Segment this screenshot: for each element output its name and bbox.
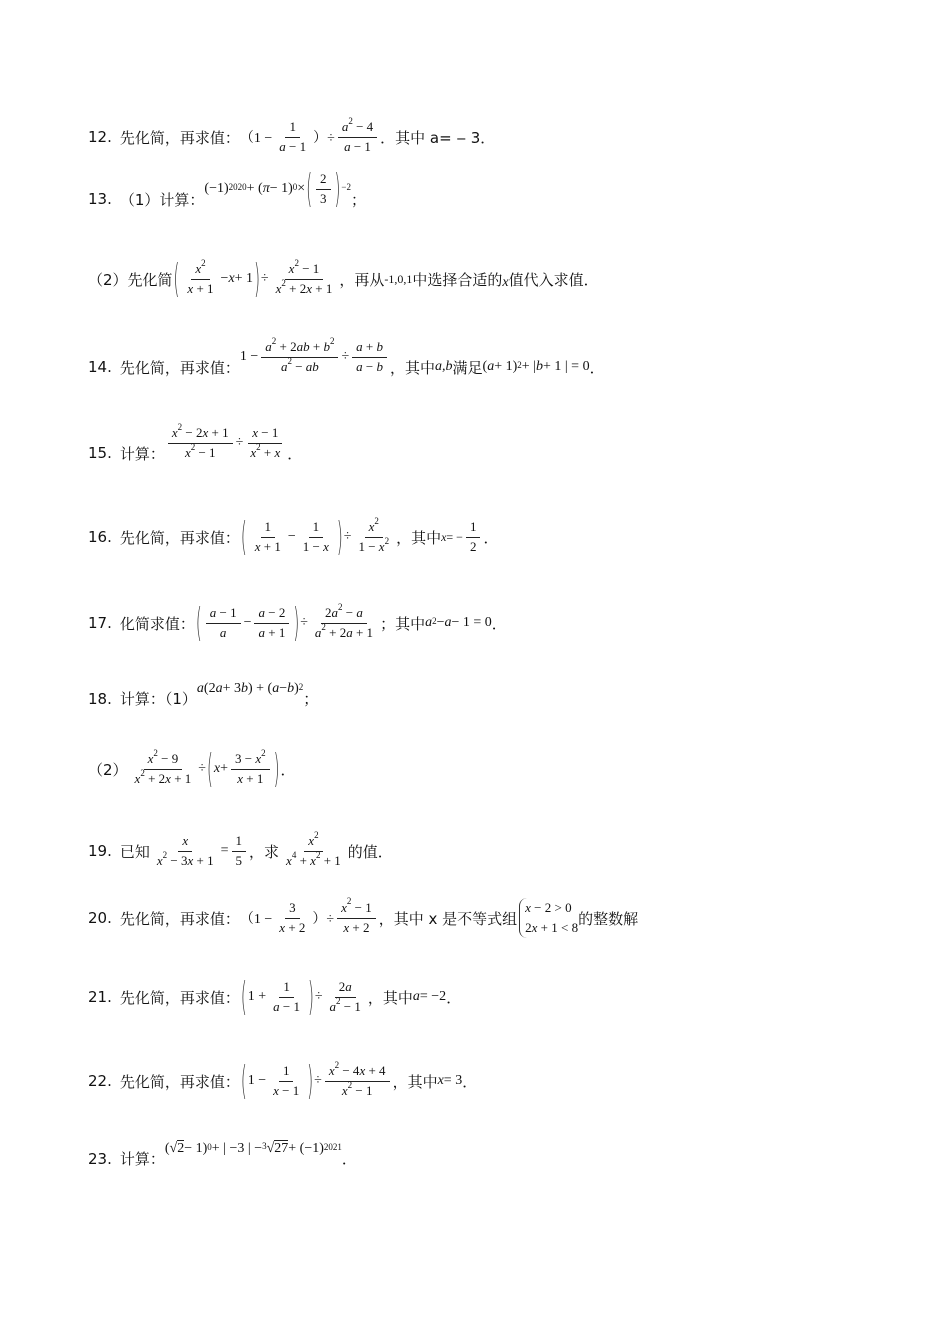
problem-number: 13. (88, 190, 112, 209)
problem-number: 23. (88, 1149, 112, 1168)
math-expression: ( 1 − $\frac{1}{x - 1}$ ) ÷ $\frac{x^2 - 4x + 4}{x^2 - 1}$ (240, 1064, 393, 1099)
problem-number: 15. (88, 444, 112, 463)
math-expression: ( $\frac{a - 1}{a}$ − $\frac{a - 2}{a + 1}$ ) ÷ $\frac{2a^2 - a}{a^2 + 2a + 1}$ (195, 600, 374, 647)
math-expression: $\frac{x^2 - 2x + 1}{x^2 - 1}$ ÷ $\frac{x - 1}{x^2 + x}$ (165, 426, 287, 461)
problem-number: 21. (88, 988, 112, 1007)
problem-number: 20. (88, 909, 112, 928)
math-expression: (√ 2 − 1) $^0$ + | −3 | − $^3$ √ 27 + (−1) $^{2021}$ (164, 1140, 342, 1156)
problem-18-part1: 18. 计算：（1） a (2 a + 3 b ) + ( a − b ) $^2$ ； (88, 680, 319, 708)
math-expression: 1 − $\frac{a^2 + 2ab + b^2}{a^2 - ab}$ ÷ $\frac{a + b}{a - b}$ (240, 340, 390, 375)
math-expression: （1 − $\frac{1}{a - 1}$ ）÷ $\frac{a^2 - 4}{a - 1}$ (240, 120, 380, 155)
problem-number: 16. (88, 528, 112, 547)
math-expression: $\frac{x}{x^2 - 3x + 1}$ = $\frac{1}{5}$ (150, 834, 249, 869)
problem-12: 12. 先化简，再求值： （1 − $\frac{1}{a - 1}$ ）÷ $\frac{a^2 - 4}{a - 1}$ ．其中 a= ‒ 3． (88, 115, 496, 154)
inequality-system: x − 2 > 0 2x + 1 < 8 (517, 898, 578, 938)
problem-number: 18. (88, 689, 112, 708)
problem-number: 22. (88, 1072, 112, 1091)
problem-number: 19. (88, 842, 112, 861)
problem-number: 12. (88, 128, 112, 147)
math-expression: ( $\frac{x^2}{x + 1}$ − x + 1 ) ÷ $\frac{x^2 - 1}{x^2 + 2x + 1}$ (173, 256, 333, 303)
problem-15: 15. 计算： $\frac{x^2 - 2x + 1}{x^2 - 1}$ ÷ $\frac{x - 1}{x^2 + x}$ ． (88, 421, 303, 463)
math-expression: ( $\frac{1}{x + 1}$ − $\frac{1}{1 - x}$ ) ÷ $\frac{x^2}{1 - x^2}$ (240, 514, 390, 561)
problem-21: 21. 先化简，再求值： ( 1 + $\frac{1}{a - 1}$ ) ÷ $\frac{2a}{a^2 - 1}$ ，其中 a = −2 ． (88, 974, 462, 1021)
problem-16: 16. 先化简，再求值： ( $\frac{1}{x + 1}$ − $\frac{1}{1 - x}$ ) ÷ $\frac{x^2}{1 - x^2}$ ，其中 x = − $\frac{1}{2}$ ． (88, 514, 499, 561)
problem-13-part1: 13. （1）计算： (−1) $^{2020}$ + ( π − 1) $^0$ × ( $\frac{2}{3}$ ) $^{-2}$ ； (88, 166, 366, 213)
problem-17: 17. 化简求值： ( $\frac{a - 1}{a}$ − $\frac{a - 2}{a + 1}$ ) ÷ $\frac{2a^2 - a}{a^2 + 2a + 1}$ ；其中 a $^2$ − a − 1 = 0 ． (88, 600, 507, 647)
problem-18-part2: （2） $\frac{x^2 - 9}{x^2 + 2x + 1}$ ÷ ( x + $\frac{3 - x^2}{x + 1}$ ) ． (88, 746, 296, 793)
math-expression: (−1) $^{2020}$ + ( π − 1) $^0$ × ( $\frac{2}{3}$ ) $^{-2}$ (204, 166, 351, 213)
math-expression: a (2 a + 3 b ) + ( a − b ) $^2$ (196, 680, 304, 696)
math-expression: （1 − $\frac{3}{x + 2}$ ）÷ $\frac{x^2 - 1}{x + 2}$ (240, 901, 379, 936)
math-expression: $\frac{x^2 - 9}{x^2 + 2x + 1}$ ÷ ( x + $\frac{3 - x^2}{x + 1}$ ) (134, 746, 280, 793)
problem-19: 19. 已知 $\frac{x}{x^2 - 3x + 1}$ = $\frac{1}{5}$ ，求 $\frac{x^2}{x^4 + x^2 + 1}$ 的值． (88, 829, 393, 868)
problem-number: 17. (88, 614, 112, 633)
problem-20: 20. 先化简，再求值： （1 − $\frac{3}{x + 2}$ ）÷ $\frac{x^2 - 1}{x + 2}$ ，其中 x 是不等式组 x − 2 > 0 2x + 1 < 8 的整数解 (88, 898, 638, 938)
math-expression: ( 1 + $\frac{1}{a - 1}$ ) ÷ $\frac{2a}{a^2 - 1}$ (240, 974, 361, 1021)
problem-23: 23. 计算： (√ 2 − 1) $^0$ + | −3 | − $^3$ √ 27 + (−1) $^{2021}$ ． (88, 1140, 357, 1168)
problem-14: 14. 先化简，再求值： 1 − $\frac{a^2 + 2ab + b^2}{a^2 - ab}$ ÷ $\frac{a + b}{a - b}$ ，其中 a,b 满足 ( a + 1) $^2$ + | b + 1 | = 0 ． (88, 335, 605, 377)
problem-22: 22. 先化简，再求值： ( 1 − $\frac{1}{x - 1}$ ) ÷ $\frac{x^2 - 4x + 4}{x^2 - 1}$ ，其中 x = 3 ． (88, 1058, 478, 1105)
problem-number: 14. (88, 358, 112, 377)
problem-13-part2: （2）先化简 ( $\frac{x^2}{x + 1}$ − x + 1 ) ÷ $\frac{x^2 - 1}{x^2 + 2x + 1}$ ，再从 -1,0,1 中选择合适的 x 值代入求值． (88, 256, 599, 303)
